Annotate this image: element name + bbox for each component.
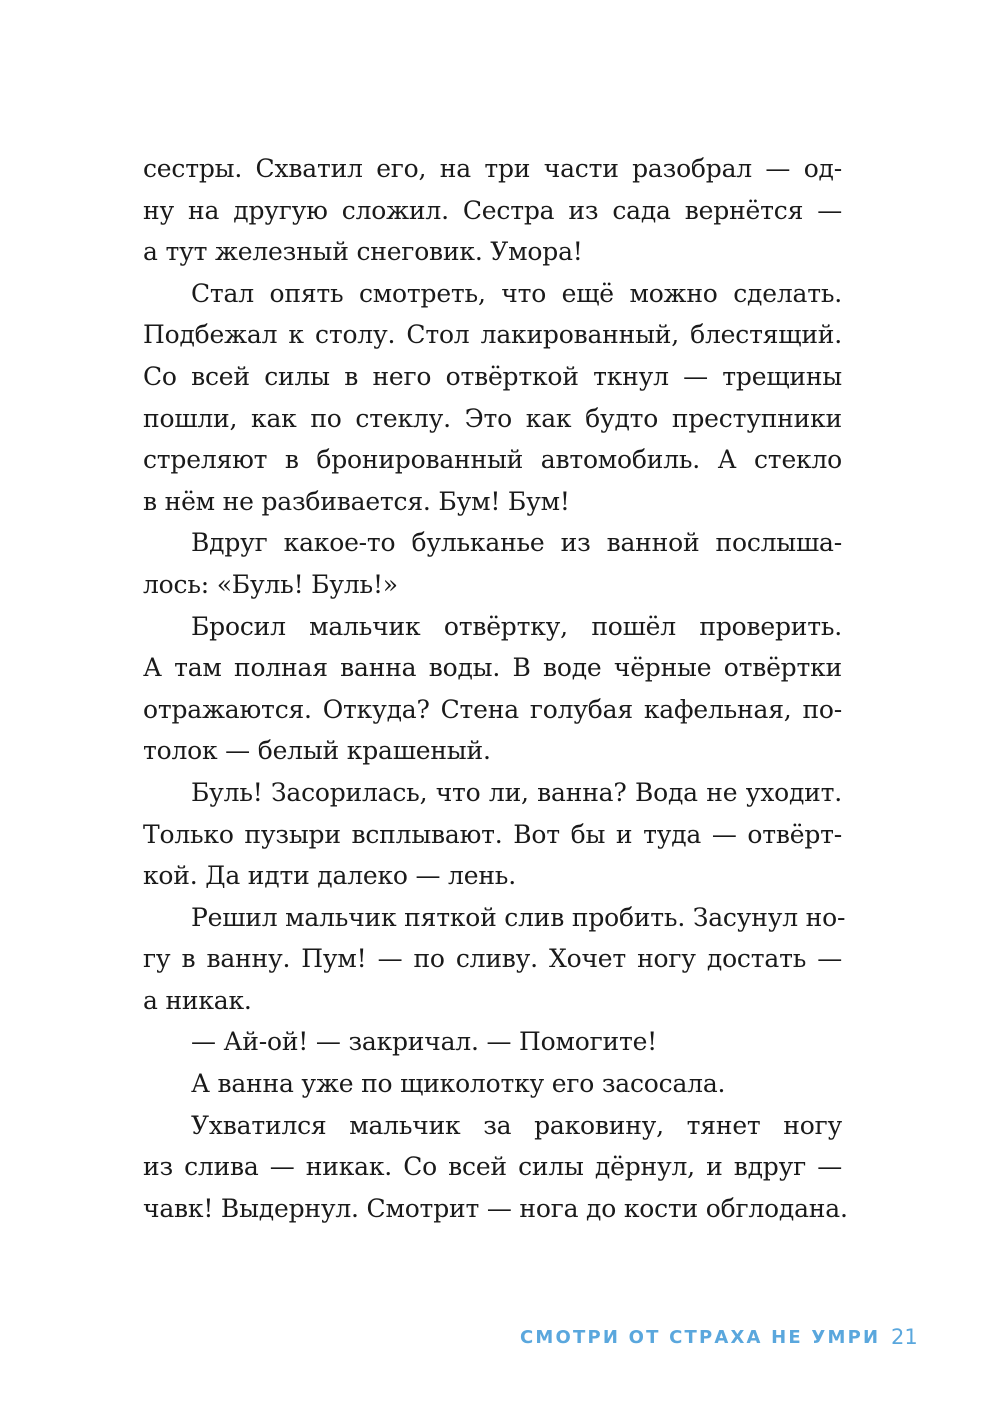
text-line: — Ай-ой! — закричал. — Помогите! xyxy=(191,1027,658,1057)
text-line: толок — белый крашеный. xyxy=(143,736,491,766)
page-number: 21 xyxy=(891,1325,918,1349)
text-line: стреляют в бронированный автомобиль. А стекло xyxy=(143,445,842,475)
text-line: чавк! Выдернул. Смотрит — нога до кости обглодана. xyxy=(143,1193,848,1223)
text-line: А ванна уже по щиколотку его засосала. xyxy=(191,1069,726,1099)
text-line: Вдруг какое-то бульканье из ванной послыша- xyxy=(191,528,842,558)
text-line: Подбежал к столу. Стол лакированный, блестящий. xyxy=(143,320,842,350)
text-line: пошли, как по стеклу. Это как будто преступники xyxy=(143,403,842,433)
text-line: лось: «Буль! Буль!» xyxy=(143,569,398,599)
text-line: кой. Да идти далеко — лень. xyxy=(143,861,516,891)
text-line: ну на другую сложил. Сестра из сада вернётся — xyxy=(143,195,842,225)
text-line: сестры. Схватил его, на три части разобрал — од- xyxy=(143,154,842,183)
text-line: а тут железный снеговик. Умора! xyxy=(143,237,583,267)
text-line: Только пузыри всплывают. Вот бы и туда — отвёрт- xyxy=(143,819,842,849)
text-line: Буль! Засорилась, что ли, ванна? Вода не уходит. xyxy=(191,777,842,807)
text-line: гу в ванну. Пум! — по сливу. Хочет ногу достать — xyxy=(143,944,842,974)
text-line: Бросил мальчик отвёртку, пошёл проверить. xyxy=(191,611,842,641)
text-line: Со всей силы в него отвёрткой ткнул — трещины xyxy=(143,361,842,391)
text-line: Стал опять смотреть, что ещё можно сделать. xyxy=(191,278,842,308)
text-line: Ухватился мальчик за раковину, тянет ногу xyxy=(191,1110,842,1140)
text-line: отражаются. Откуда? Стена голубая кафельная, по- xyxy=(143,694,842,724)
text-line: Решил мальчик пяткой слив пробить. Засунул но- xyxy=(191,902,846,932)
text-line: а никак. xyxy=(143,985,252,1015)
body-text xyxy=(143,148,848,1229)
text-line: А там полная ванна воды. В воде чёрные отвёртки xyxy=(143,653,842,683)
text-line: в нём не разбивается. Бум! Бум! xyxy=(143,486,570,516)
running-title: СМОТРИ ОТ СТРАХА НЕ УМРИ xyxy=(520,1327,881,1348)
text-line: из слива — никак. Со всей силы дёрнул, и вдруг — xyxy=(143,1152,842,1182)
